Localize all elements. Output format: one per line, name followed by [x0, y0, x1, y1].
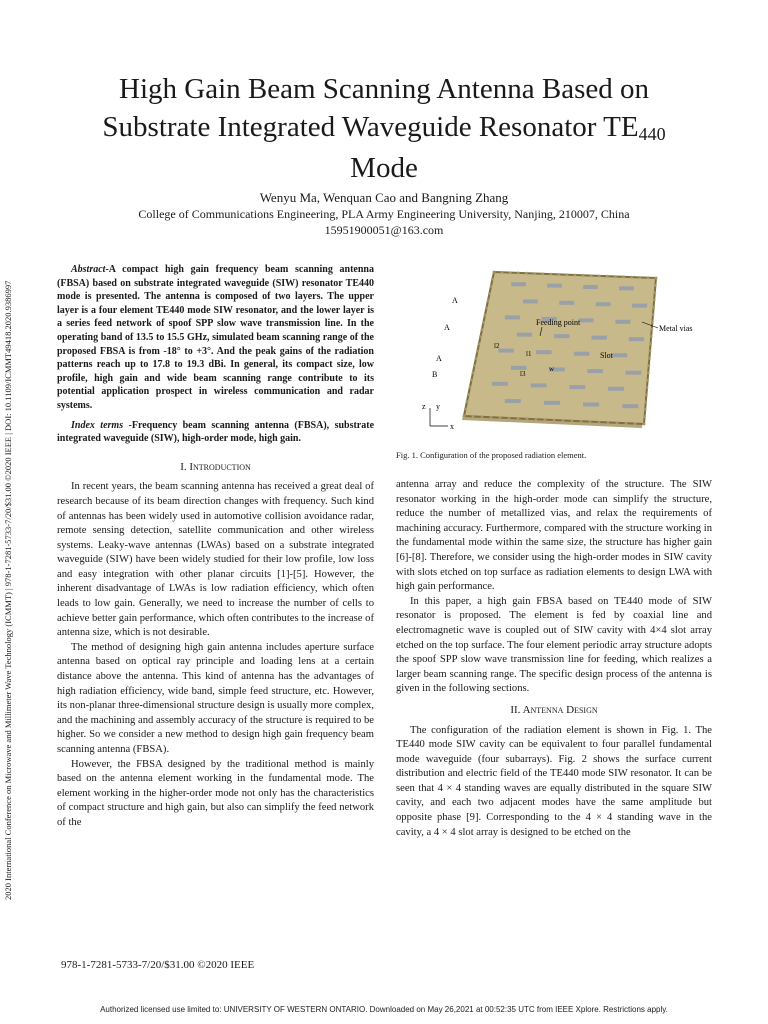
abstract-label: Abstract: [71, 264, 106, 275]
metal-via: [566, 273, 569, 276]
slot: [583, 402, 599, 406]
metal-via: [652, 313, 655, 316]
axis-y: y: [436, 402, 440, 411]
metal-via: [582, 274, 585, 277]
metal-via: [644, 408, 647, 411]
metal-via: [650, 335, 653, 338]
metal-via: [648, 357, 651, 360]
slot: [554, 334, 569, 338]
metal-via: [649, 342, 652, 345]
paragraph: In this paper, a high gain FBSA based on TE440 mode of SIW resonator is proposed. The element is fed by coaxial line and electromagnetic wave is coupled out of SIW cavity with 4×4 slot array etched on the top surface. The four element periodic array structure adopts the spoof SPP slow wave transmission line for feeding, which realizes a larger beam scanning range. The specific design process of the antenna is given in the following sections.: [396, 595, 712, 695]
metal-via: [479, 335, 482, 338]
metal-via: [574, 274, 577, 277]
metal-via: [647, 372, 650, 375]
metal-via: [647, 364, 650, 367]
label-a1: A: [452, 296, 458, 305]
metal-via: [625, 422, 628, 425]
metal-via: [466, 400, 469, 403]
metal-via: [650, 328, 653, 331]
metal-via: [476, 350, 479, 353]
figure-antenna: [414, 268, 714, 438]
metal-via: [652, 306, 655, 309]
index-terms-label: Index terms: [71, 419, 124, 431]
label-feed: Feeding point: [536, 318, 581, 327]
metal-via: [647, 276, 650, 279]
metal-via: [630, 276, 633, 279]
paragraph: The configuration of the radiation element is shown in Fig. 1. The TE440 mode SIW cavity can be equivalent to four parallel fundamental mode waveguide (four subarrays). Fig. 2 shows the surface current distribution and electric field of the TE440 mode SIW resonator. It can be seen that 4 × 4 standing waves are equally distributed in the square SIW cavity, and each two adjacent modes have the same amplitude but opposite phase [9]. Corresponding to the 4 × 4 standing wave in the cavity, a 4 × 4 slot array is designed to be etched on the: [396, 724, 712, 838]
metal-via: [481, 415, 484, 418]
metal-via: [517, 417, 520, 420]
metal-via: [643, 423, 646, 426]
metal-via: [508, 417, 511, 420]
label-a2: A: [444, 323, 450, 332]
left-column: [57, 263, 374, 831]
metal-via: [606, 275, 609, 278]
metal-via: [470, 379, 473, 382]
paragraph: In recent years, the beam scanning antenna has received a great deal of research because of its beam direction changes with frequency. Such kind of antennas has been widely used in automotive collision avoidance radar, remote sensing detection, satellite communication and other wireless systems. Leaky-wave antennas (LWAs) based on a substrate integrated waveguide (SIW) have been widely studied for their low profile, low loss and easy integration with other planar circuits [1]-[5]. However, the inherent disadvantage of LWAs is low radiation efficiency, which often leads to low gain. Generally, we need to increase the number of cells to achieve better gain performance, which often contributes to the increase of antenna size, which is not desirable.: [57, 481, 374, 639]
paper-title: [0, 70, 768, 187]
metal-via: [478, 343, 481, 346]
slot: [619, 286, 634, 290]
metal-via: [464, 407, 467, 410]
metal-via: [646, 379, 649, 382]
metal-via: [645, 393, 648, 396]
slot: [574, 352, 589, 356]
label-w: w: [549, 365, 555, 373]
slot: [596, 302, 611, 306]
slot: [505, 315, 520, 319]
label-slot: Slot: [600, 351, 613, 360]
metal-via: [491, 278, 494, 281]
abstract-text: -A compact high gain frequency beam scanning antenna (FBSA) based on substrate integrated waveguide (SIW) resonator TE440 mode is presented. The antenna is composed of two layers. The upper layer is a four element TE440 mode SIW resonator, and the lower layer is a series feed network of spoof SPP slow wave transmission line. In the operating band of 13.5 to 15.5 GHz, simulated beam scanning range of the proposed FBSA is from -18° to +3°. And the peak gains of the radiation patterns reach up to 17.8 to 19.3 dBi. In general, its compact size, low profile, high gain and wide beam scanning range contribute to its potential application prospect in wireless communication and radar systems.: [57, 264, 374, 411]
metal-via: [549, 273, 552, 276]
abstract: [57, 263, 374, 413]
metal-via: [643, 415, 646, 418]
slot: [592, 336, 607, 340]
affiliation: College of Communications Engineering, PLA Army Engineering University, Nanjing, 210007, China: [138, 207, 630, 221]
metal-via: [473, 364, 476, 367]
metal-via: [463, 415, 466, 418]
slot: [629, 337, 644, 341]
metal-via: [526, 417, 529, 420]
metal-via: [533, 272, 536, 275]
author-block: [0, 190, 768, 238]
metal-via: [509, 271, 512, 274]
section-heading-2: II. Antenna Design: [510, 703, 598, 716]
metal-via: [484, 314, 487, 317]
metal-via: [469, 386, 472, 389]
slot: [559, 301, 574, 305]
metal-via: [541, 272, 544, 275]
metal-via: [655, 277, 658, 280]
metal-via: [616, 421, 619, 424]
slot: [583, 285, 598, 289]
metal-via: [475, 357, 478, 360]
metal-via: [580, 420, 583, 423]
metal-via: [598, 275, 601, 278]
metal-via: [614, 275, 617, 278]
slot: [612, 353, 627, 357]
authors: Wenyu Ma, Wenquan Cao and Bangning Zhang: [259, 190, 509, 205]
metal-via: [525, 272, 528, 275]
feeding-point-icon: [538, 336, 542, 340]
section-heading-1: I. Introduction: [180, 460, 251, 473]
metal-via: [646, 386, 649, 389]
metal-via: [590, 274, 593, 277]
metal-via: [634, 422, 637, 425]
slot: [608, 387, 624, 391]
axis-z: z: [422, 402, 426, 411]
right-column: [396, 478, 712, 840]
index-terms: [57, 419, 374, 446]
metal-via: [651, 320, 654, 323]
slot: [517, 333, 532, 337]
index-terms-text: -Frequency beam scanning antenna (FBSA), substrate integrated waveguide (SIW), high-order mode, high gain.: [57, 419, 375, 445]
metal-via: [653, 299, 656, 302]
label-l1: l1: [526, 350, 532, 358]
slot: [492, 382, 508, 386]
metal-via: [598, 421, 601, 424]
slot: [536, 350, 551, 354]
label-vias: Metal vias: [659, 324, 693, 333]
axis-x: x: [450, 422, 454, 431]
metal-via: [535, 418, 538, 421]
label-b1: B: [432, 370, 438, 379]
metal-via: [638, 276, 641, 279]
metal-via: [644, 401, 647, 404]
label-a3: A: [436, 354, 442, 363]
slot: [632, 304, 647, 308]
slot: [569, 385, 585, 389]
slot: [505, 399, 521, 403]
slot: [498, 349, 513, 353]
metal-via: [589, 420, 592, 423]
metal-via: [501, 271, 504, 274]
metal-via: [562, 419, 565, 422]
footer-copyright: 978-1-7281-5733-7/20/$31.00 ©2020 IEEE: [61, 959, 255, 971]
metal-via: [490, 285, 493, 288]
metal-via: [490, 416, 493, 419]
metal-via: [481, 328, 484, 331]
title-line-2-text: Substrate Integrated Waveguide Resonator TE: [102, 111, 639, 143]
metal-via: [472, 415, 475, 418]
board: [464, 272, 656, 424]
metal-via: [571, 419, 574, 422]
slot: [622, 404, 638, 408]
slot: [626, 371, 642, 375]
title-line-2: [0, 108, 768, 149]
metal-via: [517, 272, 520, 275]
title-subscript: 440: [638, 124, 666, 144]
metal-via: [487, 299, 490, 302]
slot: [615, 320, 630, 324]
metal-via: [472, 371, 475, 374]
slot: [511, 282, 526, 286]
slot: [544, 401, 560, 405]
metal-via: [654, 284, 657, 287]
metal-via: [493, 271, 496, 274]
license-notice: Authorized licensed use limited to: UNIVERSITY OF WESTERN ONTARIO. Downloaded on May 26,2021 at 00:52:35 UTC from IEEE Xplore. Restrictions apply.: [100, 1005, 668, 1014]
label-l2: l2: [494, 342, 500, 350]
side-note: 2020 International Conference on Microwave and Millimeter Wave Technology (ICMMT) | 978-1-7281-5733-7/20/$31.00 ©2020 IEEE | DOI: 10.1109/ICMMT49418.2020.9386997: [3, 280, 13, 900]
metal-via: [622, 275, 625, 278]
paragraph: However, the FBSA designed by the traditional method is mainly based on the antenna element working in the fundamental mode. The element working in the higher-order mode not only has the characteristics of compact structure and high gain, but also can simplify the feed network of the: [57, 758, 374, 828]
paragraph: antenna array and reduce the complexity of the structure. The SIW resonator working in the high-order mode can simplify the structure, reduce the number of metallized vias, and relax the requirements of machining accuracy. Furthermore, compared with the structure working in the fundamental mode within the same size, the structure has higher gain [6]-[8]. Therefore, we consider using the high-order modes in SIW cavity with slots etched on top surface as radiation elements to design LWA with high gain performance.: [396, 479, 712, 593]
email: 15951900051@163.com: [324, 223, 444, 237]
metal-via: [553, 419, 556, 422]
metal-via: [544, 418, 547, 421]
slot: [523, 299, 538, 303]
slot: [579, 318, 594, 322]
paragraph: The method of designing high gain antenna includes aperture surface antenna based on optical ray principle and loading lens at a certain distance above the antenna. This kind of antenna has the advantages of high radiation efficiency, wide band, simple feed structure, etc. However, its non-planar three-dimensional structure design is usually more complex, and the machining and assembly accuracy of the structure is required to be higher. So we consider a new method to design high gain frequency beam scanning antenna (FBSA).: [57, 641, 374, 755]
metal-via: [485, 307, 488, 310]
figure-caption: Fig. 1. Configuration of the proposed radiation element.: [396, 450, 587, 460]
metal-via: [488, 292, 491, 295]
metal-via: [649, 350, 652, 353]
metal-via: [499, 416, 502, 419]
title-line-3: Mode: [350, 152, 418, 184]
metal-via: [467, 393, 470, 396]
slot: [547, 284, 562, 288]
metal-via: [557, 273, 560, 276]
metal-via: [607, 421, 610, 424]
metal-via: [653, 291, 656, 294]
title-line-1: High Gain Beam Scanning Antenna Based on: [119, 73, 649, 105]
slot: [587, 369, 603, 373]
slot: [531, 383, 547, 387]
metal-via: [482, 321, 485, 324]
label-l3: l3: [520, 370, 526, 378]
